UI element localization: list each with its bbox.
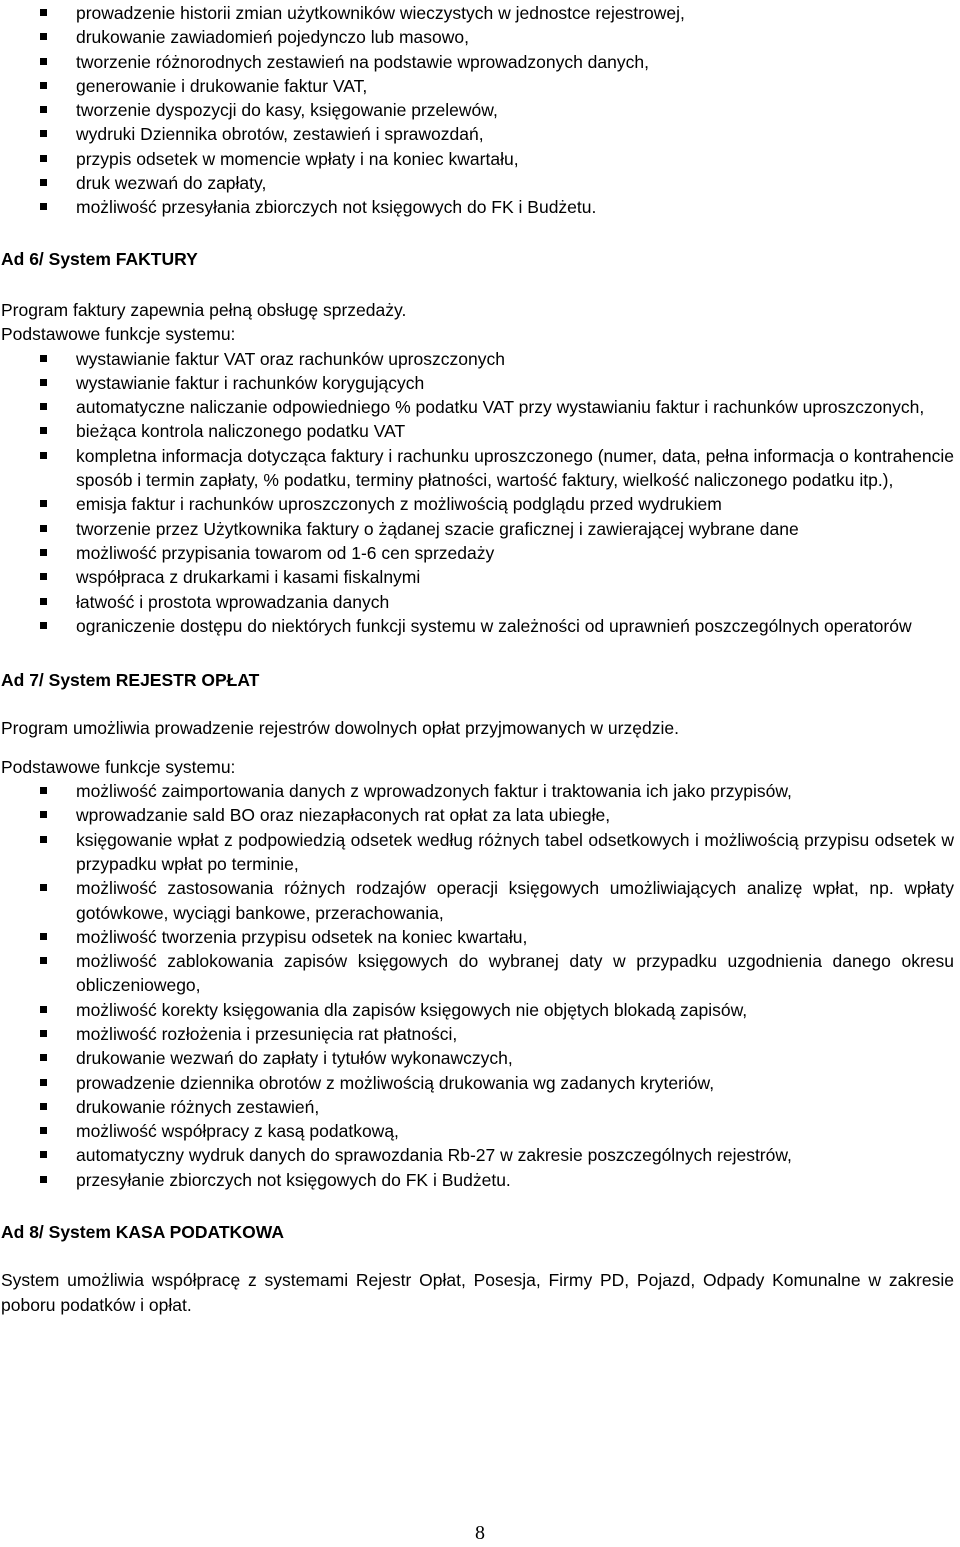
list-item: automatyczny wydruk danych do sprawozdania Rb-27 w zakresie poszczególnych rejestrów, [0, 1143, 960, 1167]
section-7-bullet-list [0, 779, 960, 1192]
list-item: wprowadzanie sald BO oraz niezapłaconych rat opłat za lata ubiegłe, [0, 803, 960, 827]
list-item: możliwość zastosowania różnych rodzajów operacji księgowych umożliwiających analizę wpłat, np. wpłaty gotówkowe, wyciągi bankowe, przerachowania, [0, 876, 960, 925]
section-6-heading: Ad 6/ System FAKTURY [1, 248, 198, 269]
list-item: księgowanie wpłat z podpowiedzią odsetek według różnych tabel odsetkowych i możliwością przypisu odsetek w przypadku wpłat po terminie, [0, 828, 960, 877]
list-item: ograniczenie dostępu do niektórych funkcji systemu w zależności od uprawnień poszczególnych operatorów [0, 614, 960, 638]
section-7-functions-label: Podstawowe funkcje systemu: [1, 756, 236, 777]
section-8-heading: Ad 8/ System KASA PODATKOWA [1, 1222, 284, 1243]
list-item: automatyczne naliczanie odpowiedniego % podatku VAT przy wystawianiu faktur i rachunków uproszczonych, [0, 395, 960, 419]
bullet-list-top [0, 1, 960, 220]
list-item: możliwość współpracy z kasą podatkową, [0, 1119, 960, 1143]
list-item: tworzenie różnorodnych zestawień na podstawie wprowadzonych danych, [0, 50, 960, 74]
list-item: drukowanie wezwań do zapłaty i tytułów wykonawczych, [0, 1046, 960, 1070]
list-item: możliwość zaimportowania danych z wprowadzonych faktur i traktowania ich jako przypisów, [0, 779, 960, 803]
list-item: przypis odsetek w momencie wpłaty i na koniec kwartału, [0, 147, 960, 171]
list-item: emisja faktur i rachunków uproszczonych z możliwością podglądu przed wydrukiem [0, 492, 960, 516]
list-item: druk wezwań do zapłaty, [0, 171, 960, 195]
list-item: wystawianie faktur i rachunków korygujących [0, 371, 960, 395]
list-item: kompletna informacja dotycząca faktury i rachunku uproszczonego (numer, data, pełna informacja o kontrahencie sposób i termin zapłaty, % podatku, terminy płatności, wartość faktury, wielkość naliczonego podatku itp.), [0, 444, 960, 493]
list-item: drukowanie różnych zestawień, [0, 1095, 960, 1119]
list-item: łatwość i prostota wprowadzania danych [0, 590, 960, 614]
page-number: 8 [475, 1522, 485, 1544]
list-item: wystawianie faktur VAT oraz rachunków uproszczonych [0, 347, 960, 371]
list-item: możliwość przypisania towarom od 1-6 cen sprzedaży [0, 541, 960, 565]
list-item: prowadzenie historii zmian użytkowników wieczystych w jednostce rejestrowej, [0, 1, 960, 25]
list-item: możliwość przesyłania zbiorczych not księgowych do FK i Budżetu. [0, 195, 960, 219]
list-item: możliwość rozłożenia i przesunięcia rat płatności, [0, 1022, 960, 1046]
list-item: możliwość tworzenia przypisu odsetek na koniec kwartału, [0, 925, 960, 949]
section-6-functions-label: Podstawowe funkcje systemu: [1, 324, 236, 345]
list-item: bieżąca kontrola naliczonego podatku VAT [0, 419, 960, 443]
list-item: możliwość zablokowania zapisów księgowych do wybranej daty w przypadku uzgodnienia danego okresu obliczeniowego, [0, 949, 960, 998]
list-item: wydruki Dziennika obrotów, zestawień i sprawozdań, [0, 122, 960, 146]
list-item: generowanie i drukowanie faktur VAT, [0, 74, 960, 98]
section-6-intro: Program faktury zapewnia pełną obsługę sprzedaży. [1, 299, 407, 320]
list-item: możliwość korekty księgowania dla zapisów księgowych nie objętych blokadą zapisów, [0, 998, 960, 1022]
section-7-heading: Ad 7/ System REJESTR OPŁAT [1, 670, 260, 691]
list-item: prowadzenie dziennika obrotów z możliwością drukowania wg zadanych kryteriów, [0, 1071, 960, 1095]
section-6-bullet-list [0, 347, 960, 639]
list-item: współpraca z drukarkami i kasami fiskalnymi [0, 565, 960, 589]
section-7-intro: Program umożliwia prowadzenie rejestrów dowolnych opłat przyjmowanych w urzędzie. [1, 718, 679, 739]
list-item: przesyłanie zbiorczych not księgowych do FK i Budżetu. [0, 1168, 960, 1192]
list-item: drukowanie zawiadomień pojedynczo lub masowo, [0, 25, 960, 49]
section-8-text: System umożliwia współpracę z systemami Rejestr Opłat, Posesja, Firmy PD, Pojazd, Odpady Komunalne w zakresie poboru podatków i opłat. [1, 1270, 954, 1315]
list-item: tworzenie przez Użytkownika faktury o żądanej szacie graficznej i zawierającej wybrane dane [0, 517, 960, 541]
list-item: tworzenie dyspozycji do kasy, księgowanie przelewów, [0, 98, 960, 122]
